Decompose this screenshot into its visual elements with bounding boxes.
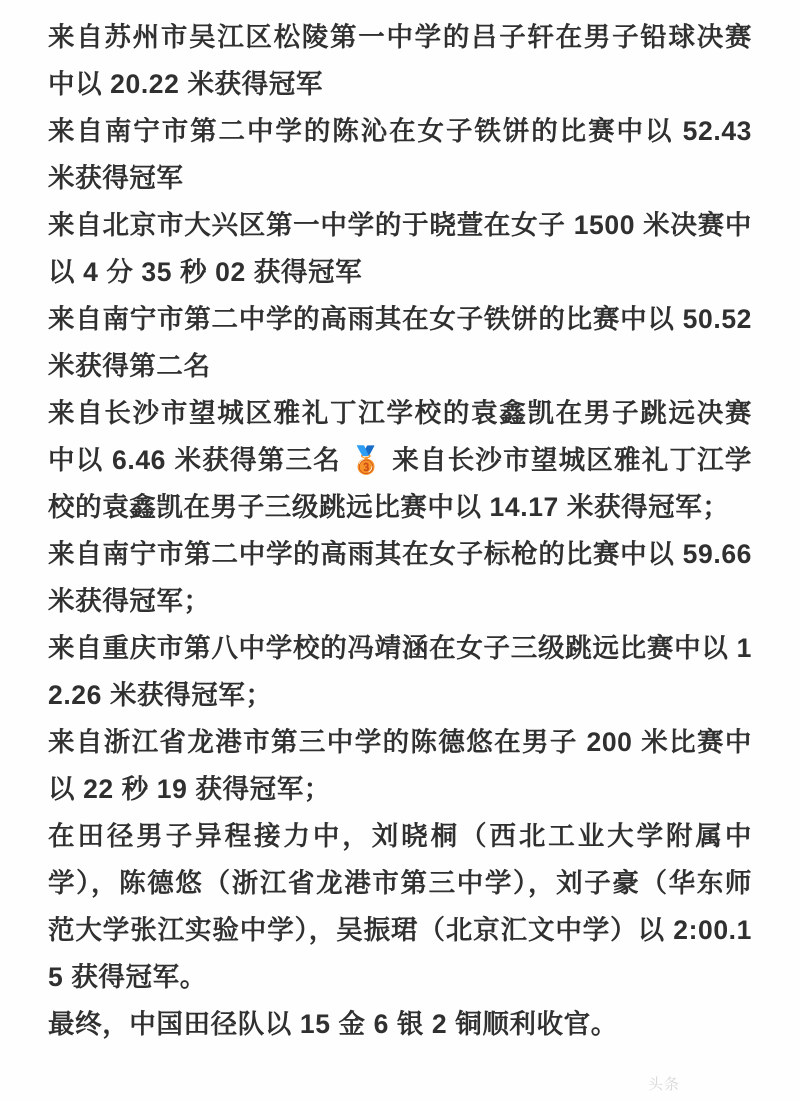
paragraph-7: 来自重庆市第八中学校的冯靖涵在女子三级跳远比赛中以 12.26 米获得冠军； — [48, 633, 752, 710]
paragraph-4: 来自南宁市第二中学的高雨其在女子铁饼的比赛中以 50.52 米获得第二名 — [48, 304, 752, 381]
paragraph-2: 来自南宁市第二中学的陈沁在女子铁饼的比赛中以 52.43 米获得冠军 — [48, 116, 752, 193]
paragraph-3: 来自北京市大兴区第一中学的于晓萱在女子 1500 米决赛中以 4 分 35 秒 02 获得冠军 — [48, 210, 752, 287]
paragraph-9: 在田径男子异程接力中，刘晓桐（西北工业大学附属中学），陈德悠（浙江省龙港市第三中学），刘子豪（华东师范大学张江实验中学），吴振珺（北京汇文中学）以 2:00.15 获得冠军。 — [48, 821, 752, 992]
watermark-text: 头条 — [647, 1076, 680, 1093]
paragraph-5: 来自长沙市望城区雅礼丁江学校的袁鑫凯在男子跳远决赛中以 6.46 米获得第三名 🥉 来自长沙市望城区雅礼丁江学校的袁鑫凯在男子三级跳远比赛中以 14.17 米获得冠军； — [48, 398, 752, 522]
paragraph-8: 来自浙江省龙港市第三中学的陈德悠在男子 200 米比赛中以 22 秒 19 获得冠军； — [48, 727, 752, 804]
paragraph-10: 最终，中国田径队以 15 金 6 银 2 铜顺利收官。 — [48, 1009, 618, 1039]
paragraph-1: 来自苏州市吴江区松陵第一中学的吕子轩在男子铅球决赛中以 20.22 米获得冠军 — [48, 22, 752, 99]
paragraph-6: 来自南宁市第二中学的高雨其在女子标枪的比赛中以 59.66 米获得冠军； — [48, 539, 752, 616]
